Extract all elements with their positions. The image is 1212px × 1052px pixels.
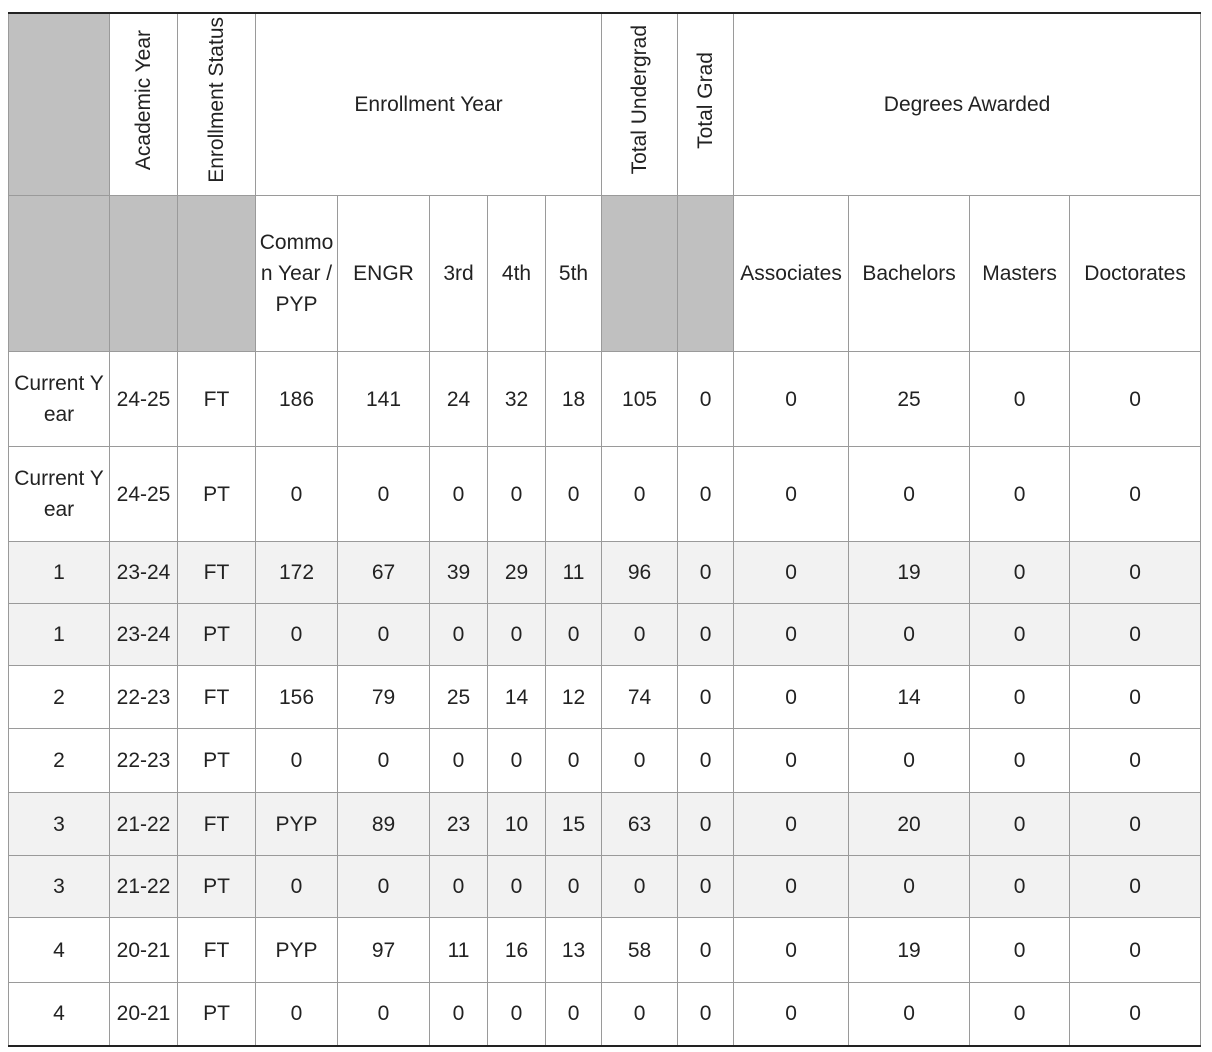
common-year-cell: 0 — [256, 604, 338, 666]
header-total-grad — [678, 13, 734, 196]
status-cell: FT — [178, 793, 256, 856]
third-year-cell: 11 — [430, 918, 488, 983]
academic-year-cell: 21-22 — [110, 856, 178, 918]
fifth-year-cell: 0 — [546, 447, 602, 542]
row-label-cell: 3 — [9, 856, 110, 918]
bachelors-cell: 0 — [849, 983, 970, 1046]
status-cell: PT — [178, 729, 256, 793]
header-blank-cell — [178, 196, 256, 352]
associates-cell: 0 — [734, 447, 849, 542]
total-grad-cell: 0 — [678, 542, 734, 604]
total-grad-cell: 0 — [678, 352, 734, 447]
common-year-cell: 0 — [256, 983, 338, 1046]
total-grad-label: Total Grad — [693, 51, 717, 149]
third-year-cell: 23 — [430, 793, 488, 856]
bachelors-cell: 19 — [849, 918, 970, 983]
total-grad-cell: 0 — [678, 793, 734, 856]
engr-cell: 0 — [338, 729, 430, 793]
fifth-year-cell: 12 — [546, 666, 602, 729]
doctorates-cell: 0 — [1070, 856, 1201, 918]
total-grad-cell: 0 — [678, 447, 734, 542]
fifth-year-cell: 0 — [546, 856, 602, 918]
masters-cell: 0 — [970, 542, 1070, 604]
common-year-cell: PYP — [256, 918, 338, 983]
fifth-year-cell: 18 — [546, 352, 602, 447]
masters-cell: 0 — [970, 352, 1070, 447]
total-grad-cell: 0 — [678, 666, 734, 729]
header-bachelors: Bachelors — [849, 196, 970, 352]
fourth-year-cell: 0 — [488, 856, 546, 918]
common-year-cell: 186 — [256, 352, 338, 447]
total-undergrad-cell: 0 — [602, 447, 678, 542]
header-total-undergrad — [602, 13, 678, 196]
third-year-cell: 0 — [430, 983, 488, 1046]
table-row — [9, 918, 1201, 983]
table-row — [9, 542, 1201, 604]
engr-cell: 141 — [338, 352, 430, 447]
masters-cell: 0 — [970, 729, 1070, 793]
associates-cell: 0 — [734, 856, 849, 918]
academic-year-cell: 22-23 — [110, 666, 178, 729]
row-label-cell: Current Year — [9, 447, 110, 542]
header-associates: Associates — [734, 196, 849, 352]
bachelors-cell: 0 — [849, 729, 970, 793]
third-year-cell: 39 — [430, 542, 488, 604]
bachelors-cell: 20 — [849, 793, 970, 856]
third-year-cell: 0 — [430, 604, 488, 666]
total-undergrad-cell: 0 — [602, 604, 678, 666]
total-undergrad-cell: 105 — [602, 352, 678, 447]
row-label-cell: 4 — [9, 983, 110, 1046]
common-year-cell: PYP — [256, 793, 338, 856]
status-cell: FT — [178, 352, 256, 447]
fifth-year-cell: 13 — [546, 918, 602, 983]
fourth-year-cell: 10 — [488, 793, 546, 856]
doctorates-cell: 0 — [1070, 352, 1201, 447]
fourth-year-cell: 14 — [488, 666, 546, 729]
engr-cell: 67 — [338, 542, 430, 604]
common-year-cell: 0 — [256, 447, 338, 542]
third-year-cell: 24 — [430, 352, 488, 447]
row-label-cell: 1 — [9, 604, 110, 666]
status-cell: PT — [178, 447, 256, 542]
associates-cell: 0 — [734, 793, 849, 856]
header-engr: ENGR — [338, 196, 430, 352]
table-row — [9, 666, 1201, 729]
common-year-cell: 0 — [256, 856, 338, 918]
header-enrollment-status — [178, 13, 256, 196]
bachelors-cell: 19 — [849, 542, 970, 604]
table-body — [9, 13, 1201, 1046]
academic-year-cell: 22-23 — [110, 729, 178, 793]
academic-year-cell: 23-24 — [110, 604, 178, 666]
fifth-year-cell: 0 — [546, 729, 602, 793]
total-grad-cell: 0 — [678, 983, 734, 1046]
masters-cell: 0 — [970, 856, 1070, 918]
status-cell: PT — [178, 983, 256, 1046]
total-grad-cell: 0 — [678, 729, 734, 793]
doctorates-cell: 0 — [1070, 604, 1201, 666]
header-blank-cell — [678, 196, 734, 352]
masters-cell: 0 — [970, 918, 1070, 983]
engr-cell: 0 — [338, 604, 430, 666]
status-cell: PT — [178, 604, 256, 666]
header-academic-year — [110, 13, 178, 196]
third-year-cell: 0 — [430, 447, 488, 542]
engr-cell: 0 — [338, 447, 430, 542]
header-row-top — [9, 13, 1201, 196]
masters-cell: 0 — [970, 447, 1070, 542]
total-undergrad-cell: 0 — [602, 856, 678, 918]
row-label-cell: 2 — [9, 729, 110, 793]
academic-year-cell: 20-21 — [110, 918, 178, 983]
fifth-year-cell: 11 — [546, 542, 602, 604]
total-grad-cell: 0 — [678, 918, 734, 983]
header-masters: Masters — [970, 196, 1070, 352]
header-doctorates: Doctorates — [1070, 196, 1201, 352]
total-undergrad-cell: 58 — [602, 918, 678, 983]
associates-cell: 0 — [734, 729, 849, 793]
total-grad-cell: 0 — [678, 604, 734, 666]
header-corner-cell — [9, 13, 110, 196]
row-label-cell: 3 — [9, 793, 110, 856]
bachelors-cell: 0 — [849, 856, 970, 918]
common-year-cell: 156 — [256, 666, 338, 729]
academic-year-label: Academic Year — [131, 29, 155, 171]
associates-cell: 0 — [734, 542, 849, 604]
total-undergrad-cell: 0 — [602, 729, 678, 793]
fourth-year-cell: 16 — [488, 918, 546, 983]
engr-cell: 0 — [338, 856, 430, 918]
total-undergrad-cell: 63 — [602, 793, 678, 856]
masters-cell: 0 — [970, 666, 1070, 729]
fifth-year-cell: 15 — [546, 793, 602, 856]
table-row — [9, 983, 1201, 1046]
associates-cell: 0 — [734, 666, 849, 729]
third-year-cell: 0 — [430, 729, 488, 793]
engr-cell: 97 — [338, 918, 430, 983]
fifth-year-cell: 0 — [546, 983, 602, 1046]
academic-year-cell: 21-22 — [110, 793, 178, 856]
header-degrees-awarded: Degrees Awarded — [734, 13, 1201, 196]
fifth-year-cell: 0 — [546, 604, 602, 666]
header-blank-cell — [110, 196, 178, 352]
doctorates-cell: 0 — [1070, 666, 1201, 729]
table-row — [9, 447, 1201, 542]
common-year-cell: 0 — [256, 729, 338, 793]
bachelors-cell: 0 — [849, 447, 970, 542]
table-row — [9, 604, 1201, 666]
status-cell: PT — [178, 856, 256, 918]
doctorates-cell: 0 — [1070, 729, 1201, 793]
engr-cell: 79 — [338, 666, 430, 729]
table-row — [9, 352, 1201, 447]
doctorates-cell: 0 — [1070, 918, 1201, 983]
header-blank-cell — [9, 196, 110, 352]
header-5th: 5th — [546, 196, 602, 352]
header-4th: 4th — [488, 196, 546, 352]
total-undergrad-cell: 74 — [602, 666, 678, 729]
doctorates-cell: 0 — [1070, 983, 1201, 1046]
row-label-cell: 4 — [9, 918, 110, 983]
academic-year-cell: 23-24 — [110, 542, 178, 604]
masters-cell: 0 — [970, 983, 1070, 1046]
engr-cell: 0 — [338, 983, 430, 1046]
table-row — [9, 856, 1201, 918]
enrollment-status-label: Enrollment Status — [204, 17, 228, 183]
bachelors-cell: 25 — [849, 352, 970, 447]
total-grad-cell: 0 — [678, 856, 734, 918]
third-year-cell: 0 — [430, 856, 488, 918]
row-label-cell: Current Year — [9, 352, 110, 447]
table-row — [9, 729, 1201, 793]
fourth-year-cell: 0 — [488, 447, 546, 542]
fourth-year-cell: 0 — [488, 729, 546, 793]
total-undergrad-cell: 0 — [602, 983, 678, 1046]
header-blank-cell — [602, 196, 678, 352]
header-row-sub — [9, 196, 1201, 352]
associates-cell: 0 — [734, 983, 849, 1046]
doctorates-cell: 0 — [1070, 542, 1201, 604]
total-undergrad-label: Total Undergrad — [627, 25, 651, 175]
fourth-year-cell: 0 — [488, 983, 546, 1046]
associates-cell: 0 — [734, 604, 849, 666]
academic-year-cell: 20-21 — [110, 983, 178, 1046]
header-enrollment-year: Enrollment Year — [256, 13, 602, 196]
associates-cell: 0 — [734, 352, 849, 447]
enrollment-table — [8, 12, 1201, 1047]
fourth-year-cell: 32 — [488, 352, 546, 447]
masters-cell: 0 — [970, 604, 1070, 666]
engr-cell: 89 — [338, 793, 430, 856]
third-year-cell: 25 — [430, 666, 488, 729]
row-label-cell: 1 — [9, 542, 110, 604]
header-3rd: 3rd — [430, 196, 488, 352]
header-common-year: Common Year / PYP — [256, 196, 338, 352]
bachelors-cell: 14 — [849, 666, 970, 729]
academic-year-cell: 24-25 — [110, 447, 178, 542]
associates-cell: 0 — [734, 918, 849, 983]
masters-cell: 0 — [970, 793, 1070, 856]
common-year-cell: 172 — [256, 542, 338, 604]
table-row — [9, 793, 1201, 856]
fourth-year-cell: 29 — [488, 542, 546, 604]
fourth-year-cell: 0 — [488, 604, 546, 666]
doctorates-cell: 0 — [1070, 447, 1201, 542]
academic-year-cell: 24-25 — [110, 352, 178, 447]
total-undergrad-cell: 96 — [602, 542, 678, 604]
row-label-cell: 2 — [9, 666, 110, 729]
bachelors-cell: 0 — [849, 604, 970, 666]
doctorates-cell: 0 — [1070, 793, 1201, 856]
status-cell: FT — [178, 542, 256, 604]
status-cell: FT — [178, 918, 256, 983]
status-cell: FT — [178, 666, 256, 729]
